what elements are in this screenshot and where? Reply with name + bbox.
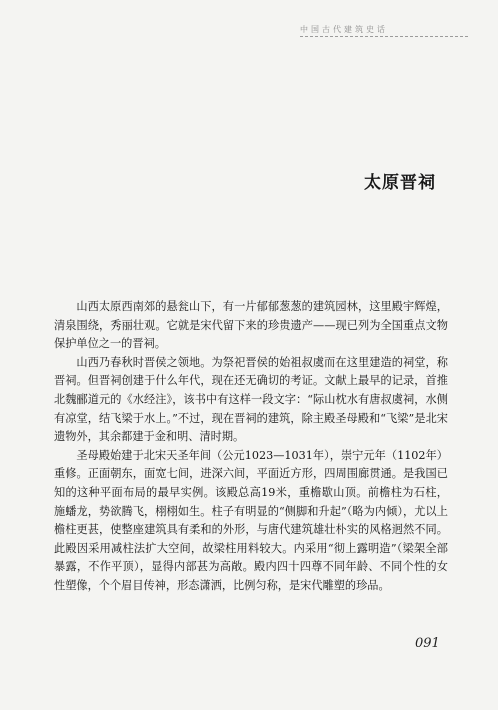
running-head-rule bbox=[300, 36, 468, 37]
paragraph: 圣母殿始建于北宋天圣年间（公元1023—1031年），崇宁元年（1102年）重修。正面朝东，面宽七间，进深六间，平面近方形，四周围廊贯通。是我国已知的这种平面布局的最早实例。该殿总高19米，重檐歇山顶。前檐柱为石柱，施蟠龙，势欲腾飞，栩栩如生。柱子有明显的“侧脚和升起”（略为内倾），尤以上檐柱更甚，使整座建筑具有柔和的外形，与唐代建筑雄壮朴实的风格迥然不同。此殿因采用减柱法扩大空间，故梁柱用料较大。内采用“彻上露明造”（梁架全部暴露，不作平顶），显得内部甚为高敞。殿内四十四尊不同年龄、不同个性的女性塑像，个个眉目传神，形态潇洒，比例匀称，是宋代雕塑的珍品。 bbox=[54, 448, 448, 592]
body-text bbox=[54, 298, 448, 596]
page-number: 091 bbox=[415, 636, 440, 651]
chapter-title: 太原晋祠 bbox=[364, 173, 436, 193]
paragraph: 山西乃春秋时晋侯之领地。为祭祀晋侯的始祖叔虞而在这里建造的祠堂，称晋祠。但晋祠创建于什么年代，现在还无确切的考证。文献上最早的记录，首推北魏郦道元的《水经注》，该书中有这样一段文字：“际山枕水有唐叔虞祠，水侧有凉堂，结飞梁于水上。”不过，现在晋祠的建筑，除主殿圣母殿和“飞梁”是北宋遗物外，其余都建于金和明、清时期。 bbox=[54, 355, 448, 444]
running-head: 中国古代建筑史话 bbox=[300, 25, 388, 34]
paragraph: 山西太原西南郊的悬瓮山下，有一片郁郁葱葱的建筑园林，这里殿宇辉煌，清泉围绕，秀丽壮观。它就是宋代留下来的珍贵遗产——现已列为全国重点文物保护单位之一的晋祠。 bbox=[54, 300, 448, 351]
